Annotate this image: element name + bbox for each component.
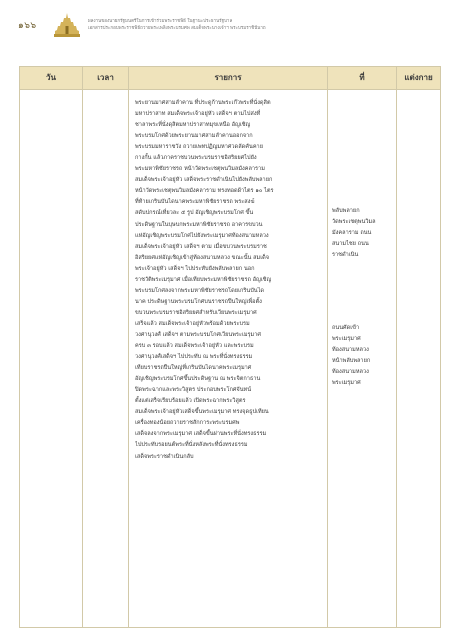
page-number: ๑๖๖ [18, 21, 37, 31]
items-line: ที่ท้ายเกรินบันไดนาคพระมหาพิชัยราชรถ พระสงฆ์ [135, 199, 255, 206]
items-line: อิสริยยศแห่อัญเชิญเข้าสู่ท้องสนามหลวง ขณะนั้น สมเด็จ [135, 254, 270, 261]
column-header-items: รายการ [129, 67, 328, 89]
items-line: ขบวนพระบรมราชอิสริยยศสำหรับเวียนพระเมรุมาศ [135, 309, 257, 316]
items-line: นาค ประดิษฐานพระบรมโกศบนราชรถปืนใหญ่เพื่อตั้ง [135, 298, 262, 305]
place-text [328, 206, 396, 390]
items-line: เสด็จลงจากพระเมรุมาศ เสด็จขึ้นผ่านพระที่นั่งทรงธรรม [135, 431, 267, 438]
column-header-time: เวลา [83, 67, 129, 89]
items-line: แห่อัญเชิญพระบรมโกศไปยังพระเมรุมาศท้องสนามหลวง [135, 232, 269, 239]
items-line: เครื่องทองน้อยถวายราชสักการะพระบรมศพ [135, 420, 240, 427]
header-text [88, 18, 266, 32]
place-line: พระเมรุมาศ [332, 336, 361, 343]
schedule-table [19, 66, 441, 628]
royal-emblem-icon [52, 12, 82, 38]
place-line: พระเมรุมาศ [332, 380, 361, 387]
cell-day [20, 90, 83, 627]
cell-dress [397, 90, 440, 627]
items-text [129, 90, 327, 463]
items-line: เสร็จแล้ว สมเด็จพระเจ้าอยู่หัวพร้อมด้วยพระบรม [135, 320, 250, 327]
header-title-line2: เอกสารประกอบพระราชพิธีถวายพระเพลิงพระบรมศพ สมเด็จพระนางเจ้าฯ พระบรมราชินีนาถ [88, 26, 266, 31]
page-header [18, 10, 448, 40]
items-line: พระยานมาศสามลำคาน ที่ประดูก้านพระเก๊วพระที่นั่งดุสิต [135, 100, 271, 106]
place-line: ท้องสนามหลวง [332, 347, 369, 354]
items-line: พระบรมมหาราชวัง ถวายเพทปฏิญมหาศวดลัดคันคาย [135, 144, 263, 151]
items-line: มหาปราสาท สมเด็จพระเจ้าอยู่หัว เสด็จฯ ตามไปส่งที่ [135, 111, 261, 118]
place-line: พลับพลายก [332, 208, 360, 214]
items-line: ไปประทับรอยนต์พระที่นั่งหลังพระที่นั่งทรงธรรม [135, 442, 248, 449]
items-line: ตั้งแต่เสร็จเรียบร้อยแล้ว เปิดพระฉากพระวิสูตร [135, 398, 246, 405]
place-block-first [332, 206, 392, 261]
cell-place [328, 90, 397, 627]
items-line: หน้าวัดพระเชตุพนวิมลมังคลาราม ทรงทอดผ้าไตร ๑๐ ไตร [135, 188, 274, 195]
items-line: เสด็จพระราชดำเนินกลับ [135, 453, 194, 460]
cell-time [83, 90, 129, 627]
items-line: สมเด็จพระเจ้าอยู่หัวเสด็จขึ้นพระเมรุมาศ ทรงจุดธูปเทียน [135, 409, 269, 416]
items-line: สดับปกรณ์เที่ยวละ ๕ รูป อัญเชิญพระบรมโกศ ขึ้น [135, 210, 254, 217]
items-line: สมเด็จพระเจ้าอยู่หัว เสด็จฯ ตาม เมื่อขบวนพระบรมราช [135, 243, 267, 250]
items-line: พระเจ้าอยู่หัว เสด็จฯ ไปประทับยังพลับพลายก นอก [135, 265, 255, 272]
header-title-line1: ผลงานของนายกรัฐมนตรีในการเข้าร่วมพระราชพิธี ในฐานะประธานรัฐบาล [88, 19, 233, 24]
items-line: วงศานุวงศ์ เสด็จฯ ตามพระบรมโกศเวียนพระเมรุมาศ [135, 331, 261, 338]
place-line: วัดพระเชตุพนวิมล [332, 219, 376, 226]
place-line: สนามไชย ถนน [332, 241, 369, 248]
items-line: อัญเชิญพระบรมโกศขึ้นประดิษฐาน ณ พระจิตกาธาน [135, 376, 261, 383]
place-line: ท้องสนามหลวง [332, 369, 369, 376]
items-line: ประดิษฐานในบุษบกพระมหาพิชัยราชรถ อาคารขบวน [135, 221, 263, 228]
items-line: พระบรมโกศลงจากพระมหาพิชัยราชรถโดยเกรินบันได [135, 287, 265, 294]
place-line: ราชดำเนิน [332, 252, 359, 259]
table-row [20, 90, 440, 627]
items-line: เทียบราชรถปืนใหญ่ที่เกรินบันไดนาคพระเมรุมาศ [135, 365, 252, 372]
place-block-second [332, 323, 392, 389]
place-line: หน้าพลับพลายก [332, 358, 371, 365]
items-line: พระมหาพิชัยราชรถ หน้าวัดพระเชตุพนวิมลมังคลาราม [135, 166, 265, 173]
cell-items [129, 90, 328, 627]
column-header-dress: แต่งกาย [404, 73, 433, 82]
items-line: ราชวัติพระเมรุมาศ เมื่อเทียบพระมหาพิชัยราชรถ อัญเชิญ [135, 276, 272, 283]
items-line: สมเด็จพระเจ้าอยู่หัว เสด็จพระราชดำเนินไปยังพลับพลายก [135, 177, 273, 184]
items-line: ชาลาพระที่นั่งดุสิตมหาปราสาทมุขเหนือ อัญเชิญ [135, 122, 251, 129]
items-line: กางกั้น แล้วภาคราชบวนพระบรมราชอิสริยยศไปยัง [135, 155, 257, 162]
place-line: มังคลาราม ถนน [332, 230, 372, 237]
items-line: ครบ ๓ รอบแล้ว สมเด็จพระเจ้าอยู่หัว และพระบรม [135, 343, 254, 350]
place-line: ถนนศัดเข้า [332, 325, 360, 332]
items-line: พระบรมโกศด้วยพระยานมาศสามลำคานออกจาก [135, 133, 253, 140]
column-header-day: วัน [20, 67, 83, 89]
items-line: ปิดพระฉากและพระวิสูตร ประกอบพระโกศจันทน์ [135, 387, 252, 394]
items-line: วงศานุวงศ์เสด็จฯ ไปประทับ ณ พระที่นั่งทรงธรรม [135, 354, 253, 361]
column-header-place: ที่ [328, 67, 397, 89]
table-header-row [20, 67, 440, 90]
